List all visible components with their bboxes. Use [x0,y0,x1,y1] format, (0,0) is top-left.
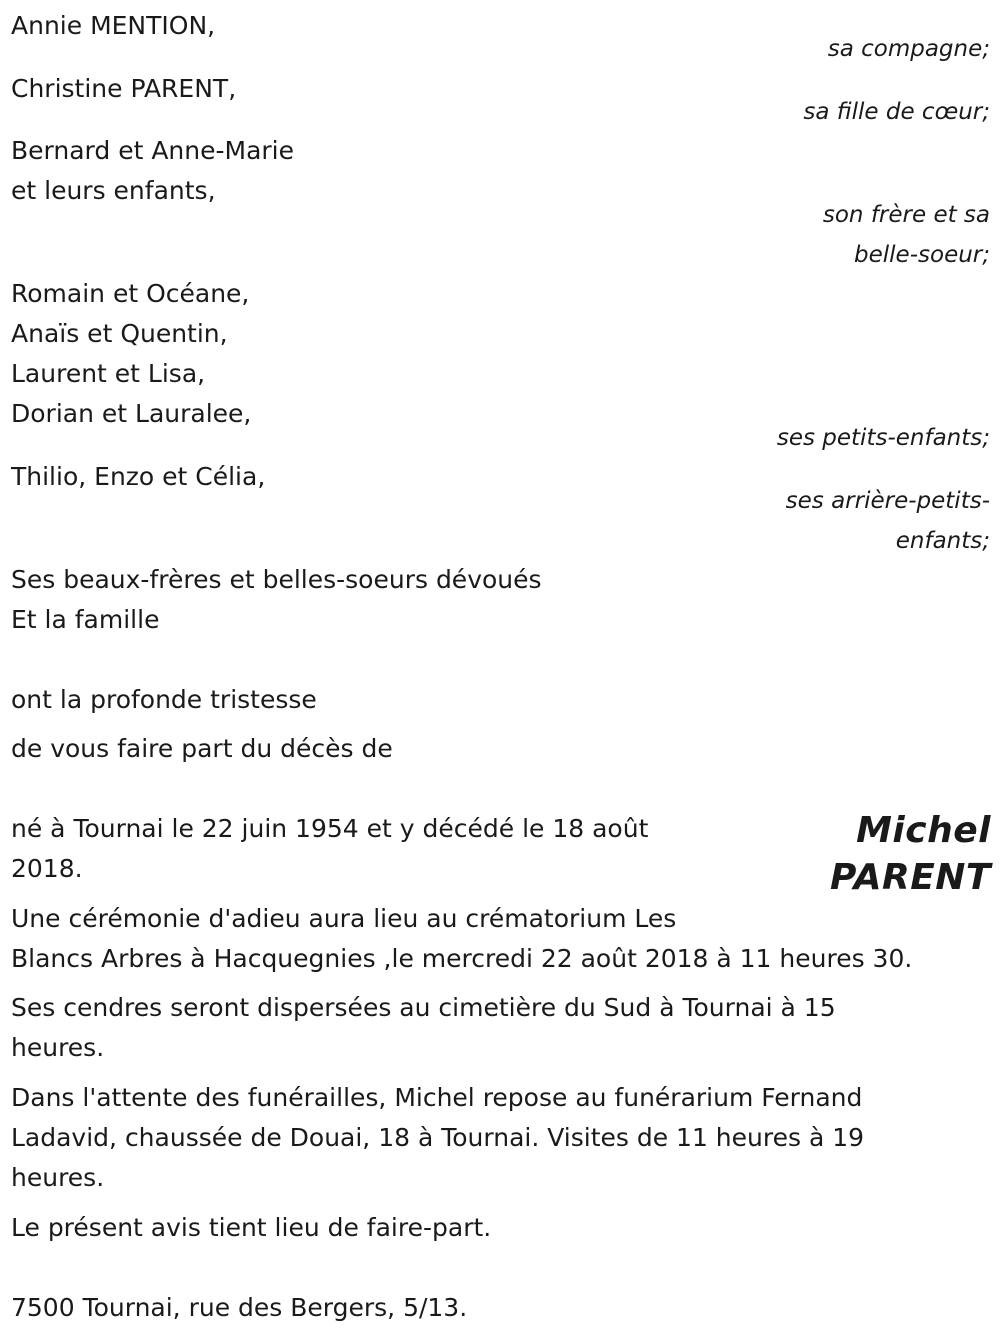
repose-line: heures. [11,1163,105,1192]
ceremony-line: Blancs Arbres à Hacquegnies ,le mercredi 22 août 2018 à 11 heures 30. [11,944,913,973]
role-brother-cont: belle-soeur; [854,242,990,268]
ashes-line: heures. [11,1033,105,1062]
address-line: 7500 Tournai, rue des Bergers, 5/13. [11,1293,468,1322]
grandchild-line: Laurent et Lisa, [11,359,206,388]
birth-death-line: 2018. [11,854,83,883]
announcement-line: ont la profonde tristesse [11,685,317,714]
grandchild-line: Dorian et Lauralee, [11,399,252,428]
repose-line: Ladavid, chaussée de Douai, 18 à Tournai. Visites de 11 heures à 19 [11,1123,865,1152]
family-member-daughter: Christine PARENT, [11,74,237,103]
great-grandchildren: Thilio, Enzo et Célia, [11,462,266,491]
notice-line: Le présent avis tient lieu de faire-part. [11,1213,492,1242]
repose-line: Dans l'attente des funérailles, Michel repose au funérarium Fernand [11,1083,863,1112]
role-great-grandchildren-cont: enfants; [895,528,990,554]
family-member-partner: Annie MENTION, [11,11,216,40]
role-daughter: sa fille de cœur; [803,99,990,125]
birth-death-line: né à Tournai le 22 juin 1954 et y décédé le 18 août [11,814,649,843]
family-member-brother-children: et leurs enfants, [11,176,216,205]
role-great-grandchildren: ses arrière-petits- [785,488,990,514]
in-laws-line: Ses beaux-frères et belles-soeurs dévoués [11,565,542,594]
grandchild-line: Romain et Océane, [11,279,250,308]
grandchild-line: Anaïs et Quentin, [11,319,228,348]
role-grandchildren: ses petits-enfants; [776,425,990,451]
role-brother: son frère et sa [822,202,990,228]
ashes-line: Ses cendres seront dispersées au cimetière du Sud à Tournai à 15 [11,993,836,1022]
ceremony-line: Une cérémonie d'adieu aura lieu au crématorium Les [11,904,677,933]
role-partner: sa compagne; [827,36,990,62]
deceased-first-name: Michel [856,810,991,851]
family-member-brother: Bernard et Anne-Marie [11,136,295,165]
family-line: Et la famille [11,605,160,634]
deceased-last-name: PARENT [830,857,991,898]
announcement-line: de vous faire part du décès de [11,734,393,763]
